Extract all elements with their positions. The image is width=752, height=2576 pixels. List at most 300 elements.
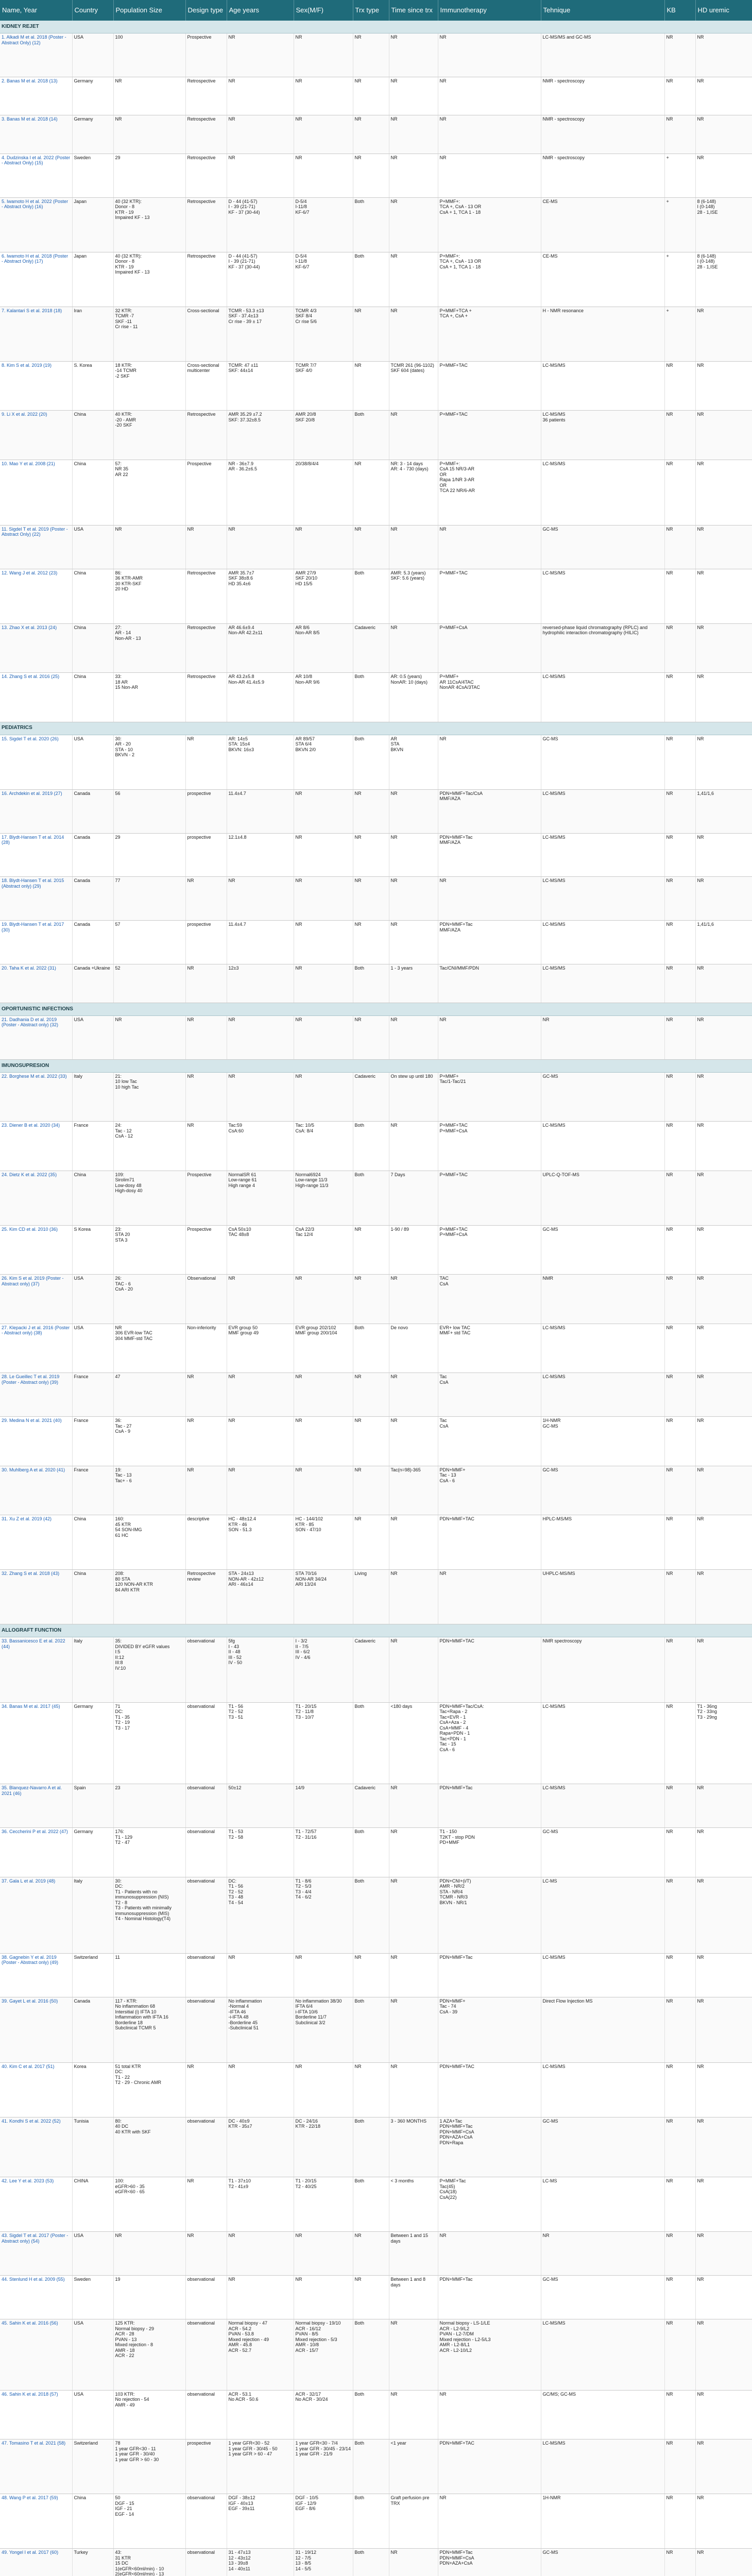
table-cell: NR xyxy=(695,569,752,623)
table-row xyxy=(0,361,752,410)
table-cell: USA xyxy=(72,33,113,77)
table-cell: NR xyxy=(113,1015,185,1059)
table-cell: 46. Sahin K et al. 2018 (57) xyxy=(0,2390,72,2439)
table-cell: 50±12 xyxy=(227,1784,294,1828)
table-cell: De novo xyxy=(389,1324,438,1372)
table-cell: 12. Wang J et al. 2012 (23) xyxy=(0,569,72,623)
table-cell: PDN+MMF+Tac/CsA: Tac+Rapa - 2 Tac+EVR - 1 CsA+Aza - 2 CsA+MMF - 4 Rapa+PDN - 1 Tac+PDN - 1 Tac - 15 CsA - 6 xyxy=(438,1702,541,1784)
table-cell: NR xyxy=(695,154,752,197)
table-cell: NR xyxy=(227,2062,294,2117)
table-cell: T1 - 20/15 T2 - 11/8 T3 - 10/7 xyxy=(294,1702,353,1784)
table-cell: LC-MS/MS xyxy=(541,2319,664,2390)
table-row xyxy=(0,411,752,460)
table-cell: T1 - 36ng T2 - 33ng T3 - 29ng xyxy=(695,1702,752,1784)
table-cell: 43. Sigdel T et al. 2017 (Poster - Abstract only) (54) xyxy=(0,2232,72,2276)
table-cell: China xyxy=(72,1570,113,1624)
table-cell: Direct Flow Injection MS xyxy=(541,1997,664,2062)
table-cell: 1 AZA+Tac PDN+MMF+Tac PDN+MMF+CsA PDN+AZA+CsA PDN+Rapa xyxy=(438,2117,541,2177)
table-cell: NMR spectroscopy xyxy=(541,1637,664,1703)
table-cell: NR xyxy=(695,673,752,722)
table-cell: PDN+MMF+Tac PDN+MMF+CsA PDN+AZA+CsA xyxy=(438,2549,541,2576)
table-cell: prospective xyxy=(185,921,227,964)
table-cell: Retrospective xyxy=(185,569,227,623)
table-cell: 40 (32 KTR): Donor - 8 KTR - 19 Impaired KF - 13 xyxy=(113,197,185,252)
table-cell: P+MMF+TAC xyxy=(438,1171,541,1225)
section-header-row xyxy=(0,21,752,33)
table-cell: NR xyxy=(389,1953,438,1997)
table-cell: NR xyxy=(389,1828,438,1877)
table-cell: NR xyxy=(389,1877,438,1953)
table-cell: NR xyxy=(438,77,541,115)
table-row xyxy=(0,307,752,361)
table-cell: ACR - 53.1 No ACR - 50.6 xyxy=(227,2390,294,2439)
table-cell: NR xyxy=(695,77,752,115)
table-cell: Normal biopsy - LS-1/LE ACR - L2-9/L2 PVAN - L2-7/DM Mixed rejection - L2-5/L3 AMR - L2-8/L1 ACR - L2-10/L2 xyxy=(438,2319,541,2390)
table-cell: P+MMF+TAC xyxy=(438,411,541,460)
table-cell: PDN+CNI+(i/T) AMR - NR/2 STA - NR/4 TCMR - NR/3 BKVN - NR/1 xyxy=(438,1877,541,1953)
table-cell: NR xyxy=(227,2276,294,2319)
table-cell: NR xyxy=(227,154,294,197)
header-country: Country xyxy=(72,0,113,21)
table-cell: T1 - 8/6 T2 - 5/3 T3 - 4/4 T4 - 6/2 xyxy=(294,1877,353,1953)
table-cell: S. Korea xyxy=(72,361,113,410)
table-cell: reversed-phase liquid chromatography (RPLC) and hydrophilic interaction chromatography (HILIC) xyxy=(541,623,664,672)
section-header-row xyxy=(0,1059,752,1072)
table-cell: NR xyxy=(353,921,389,964)
table-cell: T1 - 56 T2 - 52 T3 - 51 xyxy=(227,1702,294,1784)
table-cell: 21: 10 low Tac 10 high Tac xyxy=(113,1072,185,1121)
table-cell: NR xyxy=(664,1466,695,1515)
table-cell: 30. Muhlberg A et al. 2020 (41) xyxy=(0,1466,72,1515)
table-cell: 5. Iwamoto H et al. 2022 (Poster - Abstract Only) (16) xyxy=(0,197,72,252)
table-cell: NR xyxy=(438,33,541,77)
table-cell: D-5/4 I-11/8 KF-6/7 xyxy=(294,197,353,252)
table-cell: Both xyxy=(353,2390,389,2439)
table-cell: NR xyxy=(389,1784,438,1828)
table-cell: NR xyxy=(664,460,695,525)
table-cell: USA xyxy=(72,1324,113,1372)
table-cell: LC-MS/MS xyxy=(541,1324,664,1372)
table-cell: China xyxy=(72,1515,113,1570)
table-cell: NR xyxy=(695,2549,752,2576)
table-cell: NR xyxy=(664,1953,695,1997)
table-cell: observational xyxy=(185,1637,227,1703)
table-cell: NR xyxy=(389,252,438,307)
table-cell: P+MMF+TAC xyxy=(438,361,541,410)
table-cell: <180 days xyxy=(389,1702,438,1784)
table-cell: NR xyxy=(227,115,294,154)
table-cell: observational xyxy=(185,1702,227,1784)
table-row xyxy=(0,735,752,789)
table-cell: observational xyxy=(185,1877,227,1953)
table-cell: 100: eGFR>60 - 35 eGFR<60 - 65 xyxy=(113,2177,185,2232)
table-row xyxy=(0,1953,752,1997)
table-cell: NR xyxy=(227,77,294,115)
table-cell: NR xyxy=(695,361,752,410)
table-cell: NR xyxy=(353,2232,389,2276)
table-cell: 1,41/1,6 xyxy=(695,921,752,964)
table-row xyxy=(0,2177,752,2232)
table-cell: P+MMF+TAC xyxy=(438,569,541,623)
table-cell: EVR group 202/102 MMF group 200/104 xyxy=(294,1324,353,1372)
table-cell: 48. Wang P et al. 2017 (59) xyxy=(0,2494,72,2549)
table-cell: DGF - 10/5 IGF - 12/9 EGF - 8/6 xyxy=(294,2494,353,2549)
table-cell: PDN+MMF+ Tac - 13 CsA - 6 xyxy=(438,1466,541,1515)
table-cell: NR xyxy=(664,1877,695,1953)
table-cell: NR xyxy=(353,2276,389,2319)
table-cell: NR xyxy=(664,1515,695,1570)
table-cell: NR xyxy=(389,1275,438,1324)
table-cell: 71 DC: T1 - 35 T2 - 19 T3 - 17 xyxy=(113,1702,185,1784)
table-cell: observational xyxy=(185,2117,227,2177)
table-cell: NMR - spectroscopy xyxy=(541,115,664,154)
section-header-row xyxy=(0,1003,752,1015)
table-row xyxy=(0,877,752,921)
header-trx-type: Trx type xyxy=(353,0,389,21)
table-cell: NR xyxy=(389,307,438,361)
table-cell: 5fg I - 43 II - 48 III - 52 IV - 50 xyxy=(227,1637,294,1703)
table-cell: 80: 40 DC 40 KTR with SKF xyxy=(113,2117,185,2177)
table-cell: 8 (6-148) I (0-148) 28 - 1,ISE xyxy=(695,197,752,252)
table-cell: NR xyxy=(389,1122,438,1171)
table-cell: NR xyxy=(695,1784,752,1828)
table-cell: NR: 3 - 14 days AR: 4 - 730 (days) xyxy=(389,460,438,525)
table-cell: NR xyxy=(695,2494,752,2549)
table-cell: NR xyxy=(438,877,541,921)
table-cell: observational xyxy=(185,2319,227,2390)
table-cell: Retrospective xyxy=(185,252,227,307)
table-cell: NR xyxy=(695,2319,752,2390)
table-cell: Between 1 and 8 days xyxy=(389,2276,438,2319)
table-cell: 1-90 / 89 xyxy=(389,1225,438,1274)
table-cell: NR xyxy=(389,197,438,252)
table-row xyxy=(0,1122,752,1171)
table-cell: Both xyxy=(353,2549,389,2576)
table-cell: 26: TAC - 6 CsA - 20 xyxy=(113,1275,185,1324)
table-cell: 32 KTR: TCMR -7 SKF -11 Cr rise - 11 xyxy=(113,307,185,361)
table-cell: PDN+MMF+Tac/CsA MMF/AZA xyxy=(438,789,541,833)
table-row xyxy=(0,1997,752,2062)
table-cell: NR xyxy=(113,2232,185,2276)
table-cell: France xyxy=(72,1122,113,1171)
table-cell: H - NMR resonance xyxy=(541,307,664,361)
table-cell: NR xyxy=(353,877,389,921)
table-cell: NR xyxy=(185,877,227,921)
table-cell: Cadaveric xyxy=(353,623,389,672)
table-cell: NR xyxy=(227,1275,294,1324)
table-cell: NR xyxy=(664,77,695,115)
table-row xyxy=(0,964,752,1003)
table-cell: P+MMF+ AR 11CsA/4TAC NonAR 4CsA/3TAC xyxy=(438,673,541,722)
table-row xyxy=(0,2439,752,2494)
table-cell: 33. Bassanicesco E et al. 2022 (44) xyxy=(0,1637,72,1703)
table-cell: PDN+MMF+Tac xyxy=(438,1784,541,1828)
table-cell: NR xyxy=(664,673,695,722)
table-cell: NR xyxy=(389,2549,438,2576)
table-row xyxy=(0,525,752,569)
table-cell: 32. Zhang S et al. 2018 (43) xyxy=(0,1570,72,1624)
table-cell: 27. Klepacki J et al. 2016 (Poster - Abstract only) (38) xyxy=(0,1324,72,1372)
table-cell: NR xyxy=(695,1072,752,1121)
table-cell: NR xyxy=(389,33,438,77)
table-cell: UHPLC-MS/MS xyxy=(541,1570,664,1624)
table-cell: Both xyxy=(353,735,389,789)
table-cell: NR xyxy=(695,1953,752,1997)
table-cell: USA xyxy=(72,2232,113,2276)
table-cell: GC-MS xyxy=(541,2117,664,2177)
table-cell: T1 - 150 T2KT - stop PDN PD+MMF xyxy=(438,1828,541,1877)
table-row xyxy=(0,1828,752,1877)
table-cell: NR xyxy=(353,307,389,361)
table-cell: Both xyxy=(353,1828,389,1877)
table-cell: 176: T1 - 129 T2 - 47 xyxy=(113,1828,185,1877)
table-cell: 8 (6-148) I (0-148) 28 - 1,ISE xyxy=(695,252,752,307)
table-cell: On stew up until 180 xyxy=(389,1072,438,1121)
table-cell: Prospective xyxy=(185,33,227,77)
table-cell: PDN+MMF+Tac xyxy=(438,2276,541,2319)
table-cell: NR xyxy=(695,2390,752,2439)
table-row xyxy=(0,77,752,115)
table-cell: 1. Alkadi M et al. 2018 (Poster - Abstract Only) (12) xyxy=(0,33,72,77)
table-cell: 20. Taha K et al. 2022 (31) xyxy=(0,964,72,1003)
table-cell: 56 xyxy=(113,789,185,833)
table-cell: TAC CsA xyxy=(438,1275,541,1324)
table-cell: NR xyxy=(353,1466,389,1515)
table-cell: 19. Blydt-Hansen T et al. 2017 (30) xyxy=(0,921,72,964)
table-cell: Cadaveric xyxy=(353,1637,389,1703)
table-cell: NR xyxy=(353,1373,389,1417)
table-cell: 1H-NMR GC-MS xyxy=(541,1417,664,1466)
table-row xyxy=(0,2117,752,2177)
table-cell: NR xyxy=(389,833,438,877)
table-cell: observational xyxy=(185,2549,227,2576)
table-cell: 18. Blydt-Hansen T et al. 2015 (Abstract only) (29) xyxy=(0,877,72,921)
table-cell: China xyxy=(72,411,113,460)
table-cell: NR xyxy=(294,1466,353,1515)
table-cell: ACR - 32/17 No ACR - 30/24 xyxy=(294,2390,353,2439)
table-cell: NR xyxy=(695,1997,752,2062)
table-cell: LC-MS/MS xyxy=(541,877,664,921)
table-cell: Retrospective xyxy=(185,673,227,722)
table-cell: NR xyxy=(294,525,353,569)
table-cell: NR xyxy=(294,2276,353,2319)
table-cell: NR xyxy=(664,1637,695,1703)
table-cell: 47. Tomasino T et al. 2021 (58) xyxy=(0,2439,72,2494)
table-cell: NR xyxy=(227,1373,294,1417)
table-cell: 103 KTR: No rejection - 54 AMR - 49 xyxy=(113,2390,185,2439)
table-cell: Both xyxy=(353,2177,389,2232)
table-cell: NR xyxy=(664,1225,695,1274)
header-kb: KB xyxy=(664,0,695,21)
table-cell: NR xyxy=(664,1570,695,1624)
table-cell: NR xyxy=(185,735,227,789)
table-cell: T1 - 72/57 T2 - 31/16 xyxy=(294,1828,353,1877)
table-cell: NR xyxy=(389,623,438,672)
table-cell: AMR 20/8 SKF 20/8 xyxy=(294,411,353,460)
table-cell: NR xyxy=(353,525,389,569)
table-cell: STA - 24±13 NON-AR - 42±12 ARI - 46±14 xyxy=(227,1570,294,1624)
table-row xyxy=(0,1015,752,1059)
table-cell: NR xyxy=(664,569,695,623)
table-cell: LC-MS/MS xyxy=(541,1122,664,1171)
table-cell: NR xyxy=(664,877,695,921)
table-cell: T1 - 20/15 T2 - 40/25 xyxy=(294,2177,353,2232)
table-cell: PDN+MMF+TAC xyxy=(438,1637,541,1703)
table-cell: NR xyxy=(353,1225,389,1274)
table-cell: 19 xyxy=(113,2276,185,2319)
table-cell: 26. Kim S et al. 2019 (Poster - Abstract only) (37) xyxy=(0,1275,72,1324)
table-cell: NR xyxy=(695,1570,752,1624)
table-cell: NR xyxy=(389,411,438,460)
table-cell: NR xyxy=(185,1466,227,1515)
table-cell: Both xyxy=(353,1171,389,1225)
table-cell: Both xyxy=(353,569,389,623)
header-immunotherapy: Immunotherapy xyxy=(438,0,541,21)
header-sex: Sex(M/F) xyxy=(294,0,353,21)
table-row xyxy=(0,1702,752,1784)
table-cell: 23. Diener B et al. 2020 (34) xyxy=(0,1122,72,1171)
table-cell: NormalSR 61 Low-range 61 High range 4 xyxy=(227,1171,294,1225)
table-cell: CHINA xyxy=(72,2177,113,2232)
table-cell: AR 89/57 STA 6/4 BKVN 2/0 xyxy=(294,735,353,789)
table-row xyxy=(0,2390,752,2439)
table-cell: NR xyxy=(695,2117,752,2177)
table-cell: NMR xyxy=(541,1275,664,1324)
table-row xyxy=(0,623,752,672)
table-cell: No inflammation 38/30 IFTA 6/4 i-IFTA 10/6 Borderline 11/7 Subclinical 3/2 xyxy=(294,1997,353,2062)
table-cell: 15. Sigdel T et al. 2020 (26) xyxy=(0,735,72,789)
table-row xyxy=(0,921,752,964)
table-cell: USA xyxy=(72,1275,113,1324)
table-cell: Both xyxy=(353,1122,389,1171)
table-cell: 34. Banas M et al. 2017 (45) xyxy=(0,1702,72,1784)
table-cell: + xyxy=(664,154,695,197)
table-cell: France xyxy=(72,1373,113,1417)
table-cell: NR xyxy=(664,2319,695,2390)
table-cell: AMR: 5.3 (years) SKF: 5.6 (years) xyxy=(389,569,438,623)
table-cell: LC-MS/MS xyxy=(541,2062,664,2117)
table-cell: P+MMF+: CsA 15 NR/3-AR OR Rapa 1/NR 3-AR OR TCA 22 NR/6-AR xyxy=(438,460,541,525)
table-cell: AMR 35.29 ±7.2 SKF: 37.32±8.5 xyxy=(227,411,294,460)
table-cell: NR xyxy=(438,1015,541,1059)
table-row xyxy=(0,154,752,197)
table-cell: NR xyxy=(695,833,752,877)
table-cell: Observational xyxy=(185,1275,227,1324)
table-cell: 35. Blanquez-Navarro A et al. 2021 (46) xyxy=(0,1784,72,1828)
table-cell: France xyxy=(72,1417,113,1466)
table-cell: NR xyxy=(664,1702,695,1784)
table-cell: USA xyxy=(72,1015,113,1059)
table-cell: NR xyxy=(294,33,353,77)
table-cell: TCMR 7/7 SKF 4/0 xyxy=(294,361,353,410)
table-cell: NR xyxy=(389,2319,438,2390)
table-cell: CE-MS xyxy=(541,252,664,307)
table-cell: descriptive xyxy=(185,1515,227,1570)
table-cell: Both xyxy=(353,1997,389,2062)
table-cell: 50 DGF - 15 IGF - 21 EGF - 14 xyxy=(113,2494,185,2549)
table-cell: Both xyxy=(353,1702,389,1784)
table-cell: LC-MS/MS xyxy=(541,361,664,410)
table-cell: 14. Zhang S et al. 2016 (25) xyxy=(0,673,72,722)
table-cell: NR xyxy=(438,2232,541,2276)
table-row xyxy=(0,2494,752,2549)
table-cell: NR xyxy=(389,525,438,569)
table-cell: Prospective xyxy=(185,1225,227,1274)
table-row xyxy=(0,2232,752,2276)
table-cell: observational xyxy=(185,2390,227,2439)
table-row xyxy=(0,1072,752,1121)
table-cell: 35: DIVIDED BY eGFR values I:5 II:12 III:8 IV:10 xyxy=(113,1637,185,1703)
table-row xyxy=(0,115,752,154)
table-cell: NR xyxy=(695,1637,752,1703)
table-cell: NR xyxy=(353,460,389,525)
table-cell: 8. Kim S et al. 2019 (19) xyxy=(0,361,72,410)
table-cell: 57 xyxy=(113,921,185,964)
table-cell: USA xyxy=(72,2390,113,2439)
table-cell: <1 year xyxy=(389,2439,438,2494)
table-cell: NR xyxy=(227,877,294,921)
section-title: IMUNOSUPRESION xyxy=(0,1059,752,1072)
table-cell: NR xyxy=(227,1953,294,1997)
table-cell: 36. Ceccherini P et al. 2022 (47) xyxy=(0,1828,72,1877)
table-row xyxy=(0,1515,752,1570)
table-cell: NR xyxy=(664,411,695,460)
table-cell: GC-MS xyxy=(541,735,664,789)
table-cell: China xyxy=(72,1171,113,1225)
table-cell: NR xyxy=(695,1373,752,1417)
table-cell: NR xyxy=(695,1225,752,1274)
table-cell: NR xyxy=(389,1515,438,1570)
table-cell: NR xyxy=(664,623,695,672)
table-row xyxy=(0,1637,752,1703)
table-cell: NR xyxy=(664,833,695,877)
table-cell: T1 - 53 T2 - 58 xyxy=(227,1828,294,1877)
table-cell: 11.4±4.7 xyxy=(227,921,294,964)
table-cell: NR xyxy=(664,921,695,964)
table-cell: LC-MS xyxy=(541,2177,664,2232)
table-cell: 31 - 47±13 12 - 43±12 13 - 39±8 14 - 40±11 xyxy=(227,2549,294,2576)
table-cell: NR xyxy=(695,1171,752,1225)
table-cell: 10. Mao Y et al. 2008 (21) xyxy=(0,460,72,525)
table-row xyxy=(0,252,752,307)
table-cell: STA 70/16 NON-AR 34/24 ARI 13/24 xyxy=(294,1570,353,1624)
table-cell: NR xyxy=(664,2549,695,2576)
table-cell: China xyxy=(72,2494,113,2549)
table-cell: NR xyxy=(438,2494,541,2549)
table-cell: 42. Lee Y et al. 2023 (53) xyxy=(0,2177,72,2232)
table-cell: P+MMF+: TCA +, CsA - 13 OR CsA + 1, TCA 1 - 18 xyxy=(438,252,541,307)
table-cell: 40 (32 KTR): Donor - 8 KTR - 19 Impaired KF - 13 xyxy=(113,252,185,307)
table-cell: Italy xyxy=(72,1637,113,1703)
table-cell: 16. Archdekin et al. 2019 (27) xyxy=(0,789,72,833)
table-cell: NR xyxy=(389,1570,438,1624)
table-cell: NR xyxy=(695,2276,752,2319)
table-cell: NR xyxy=(294,77,353,115)
table-cell: NR xyxy=(695,877,752,921)
table-row xyxy=(0,789,752,833)
table-cell: 21. Dadhania D et al. 2019 (Poster - Abstract only) (32) xyxy=(0,1015,72,1059)
table-cell: 7 Days xyxy=(389,1171,438,1225)
table-cell: CsA 50±10 TAC 48±8 xyxy=(227,1225,294,1274)
table-cell: NR xyxy=(695,1015,752,1059)
table-cell: NR xyxy=(664,735,695,789)
table-cell: France xyxy=(72,1466,113,1515)
table-cell: NR xyxy=(695,460,752,525)
table-cell: GC-MS xyxy=(541,2276,664,2319)
table-cell: LC-MS/MS and GC-MS xyxy=(541,33,664,77)
table-cell: 36: Tac - 27 CsA - 9 xyxy=(113,1417,185,1466)
table-cell: NR xyxy=(353,77,389,115)
